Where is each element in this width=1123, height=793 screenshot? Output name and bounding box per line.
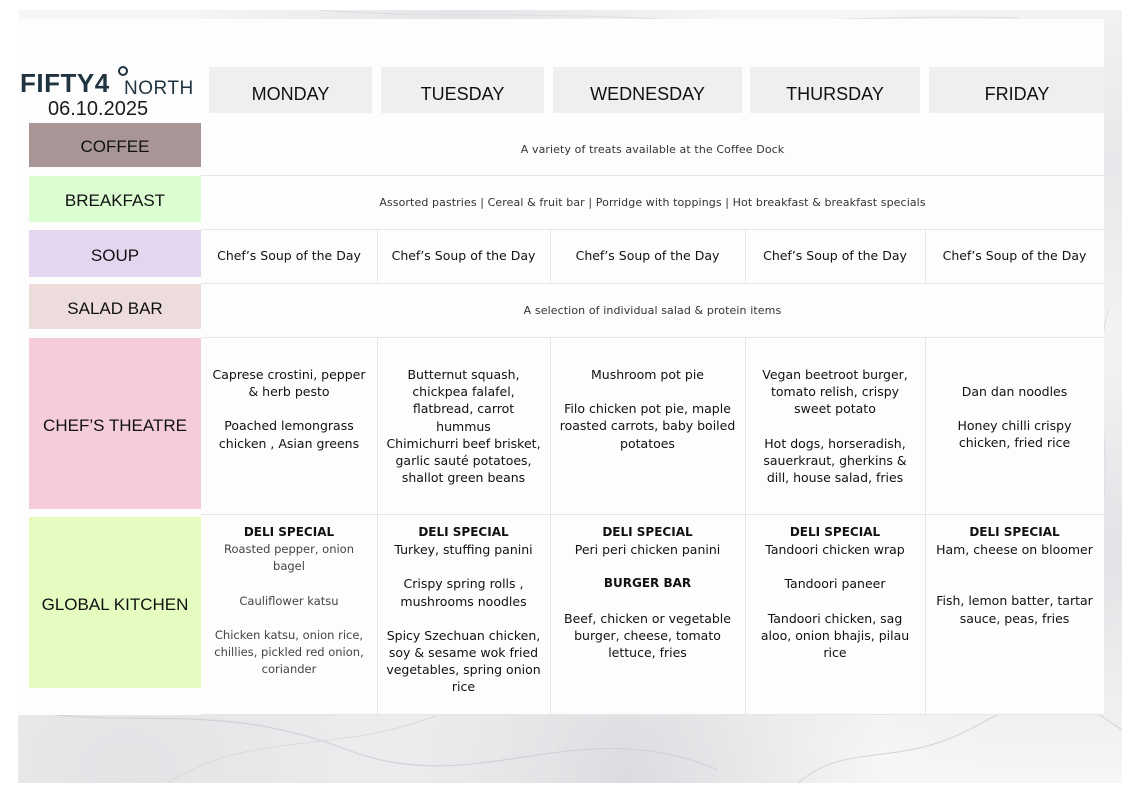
category-salad-bar-label: SALAD BAR	[67, 298, 163, 318]
day-header-tuesday: TUESDAY	[381, 67, 544, 113]
menu-line: sauerkraut, gherkins &	[763, 452, 907, 468]
deli-special-heading: DELI SPECIAL	[418, 525, 509, 539]
day-header-friday: FRIDAY	[929, 67, 1105, 113]
category-soup	[29, 230, 201, 277]
menu-line: chicken , Asian greens	[218, 435, 360, 451]
menu-line: Vegan beetroot burger,	[762, 367, 908, 382]
chefs-theatre-wednesday	[550, 366, 745, 452]
menu-line: flatbread, carrot	[412, 401, 515, 417]
menu-line: soy & sesame wok fried	[388, 645, 539, 661]
global-kitchen-friday	[925, 524, 1104, 627]
menu-line: hummus	[436, 418, 491, 434]
soup-thursday	[745, 247, 925, 264]
chefs-theatre-monday	[201, 366, 377, 452]
soup-item: Chef’s Soup of the Day	[942, 248, 1087, 263]
category-breakfast-label: BREAKFAST	[64, 191, 166, 210]
menu-line: Ham, cheese on bloomer	[936, 542, 1093, 558]
menu-line: Honey chilli crispy	[957, 418, 1072, 434]
menu-line: Dan dan noodles	[961, 384, 1068, 399]
day-header-monday: MONDAY	[209, 67, 372, 113]
menu-line: Roasted pepper, onion	[223, 542, 355, 557]
menu-line: rice	[451, 679, 476, 695]
menu-line: Fish, lemon batter, tartar	[936, 593, 1093, 609]
menu-line: Caprese crostini, pepper	[212, 367, 366, 382]
menu-line: Crispy spring rolls ,	[403, 576, 524, 592]
salad-bar-description: A selection of individual salad & protein items	[523, 304, 782, 317]
category-chefs-theatre	[29, 338, 201, 509]
category-global-kitchen-label: GLOBAL KITCHEN	[41, 594, 189, 614]
brand-logo	[20, 66, 200, 120]
category-global-kitchen	[29, 517, 201, 688]
chefs-theatre-friday	[925, 383, 1104, 452]
menu-line: garlic sauté potatoes,	[395, 453, 532, 469]
menu-line: roasted carrots, baby boiled	[559, 418, 736, 434]
menu-line: burger, cheese, tomato	[574, 627, 721, 643]
deli-special-heading: DELI SPECIAL	[789, 525, 881, 539]
row-divider	[201, 229, 1104, 230]
menu-line: coriander	[261, 662, 317, 677]
menu-line: Chicken katsu, onion rice,	[214, 627, 364, 642]
menu-line: Tandoori chicken wrap	[765, 542, 905, 558]
brand-name: FIFTY4	[20, 68, 110, 98]
soup-wednesday	[550, 247, 745, 264]
category-chefs-theatre-label: CHEF’S THEATRE	[43, 415, 187, 435]
row-divider	[201, 714, 1104, 715]
menu-line: Cauliflower katsu	[239, 593, 339, 608]
menu-line: bagel	[273, 559, 305, 574]
menu-line: Turkey, stuffing panini	[394, 542, 533, 558]
menu-line: Mushroom pot pie	[590, 367, 704, 382]
category-breakfast	[29, 176, 201, 222]
global-kitchen-thursday	[745, 524, 925, 661]
menu-line: lettuce, fries	[608, 645, 687, 661]
menu-line: tomato relish, crispy	[770, 384, 900, 400]
degree-mark-icon	[118, 66, 128, 76]
menu-line: Filo chicken pot pie, maple	[564, 401, 731, 417]
brand-suffix: NORTH	[124, 78, 194, 99]
menu-line: aloo, onion bhajis, pilau	[760, 627, 910, 643]
menu-line: dill, house salad, fries	[766, 470, 904, 486]
menu-line: Beef, chicken or vegetable	[564, 610, 731, 626]
soup-item: Chef’s Soup of the Day	[217, 248, 361, 263]
menu-line: chickpea falafel,	[412, 384, 515, 400]
deli-special-heading: DELI SPECIAL	[243, 525, 335, 539]
menu-line: sauce, peas, fries	[959, 610, 1070, 626]
chefs-theatre-tuesday	[377, 366, 550, 486]
coffee-description: A variety of treats available at the Coffee Dock	[520, 142, 785, 156]
menu-line: Butternut squash,	[407, 367, 520, 382]
menu-line: mushrooms noodles	[400, 593, 527, 609]
category-soup-label: SOUP	[90, 245, 140, 265]
global-kitchen-monday	[201, 524, 377, 678]
day-header-thursday: THURSDAY	[750, 67, 920, 113]
row-divider	[201, 514, 1104, 515]
global-kitchen-wednesday	[550, 524, 745, 661]
row-divider	[201, 337, 1104, 338]
menu-line: chicken, fried rice	[958, 435, 1071, 451]
day-header-wednesday: WEDNESDAY	[553, 67, 742, 113]
menu-line: Poached lemongrass	[224, 418, 354, 434]
menu-line: shallot green beans	[401, 470, 526, 486]
deli-special-heading: DELI SPECIAL	[969, 525, 1060, 539]
category-salad-bar	[29, 284, 201, 329]
global-kitchen-tuesday	[377, 524, 550, 696]
breakfast-description: Assorted pastries | Cereal & fruit bar | Porridge with toppings | Hot breakfast & breakfast specials	[379, 196, 926, 209]
soup-monday	[201, 247, 377, 264]
menu-line: vegetables, spring onion	[386, 662, 541, 678]
menu-line: Spicy Szechuan chicken,	[386, 627, 541, 643]
menu-line: Tandoori paneer	[784, 576, 886, 592]
menu-line: Peri peri chicken panini	[574, 542, 721, 558]
menu-line: potatoes	[620, 435, 675, 451]
burger-bar-heading: BURGER BAR	[603, 576, 692, 591]
soup-item: Chef’s Soup of the Day	[575, 248, 720, 263]
menu-line: & herb pesto	[248, 384, 330, 400]
category-coffee	[29, 123, 201, 167]
menu-line: rice	[823, 645, 847, 661]
menu-line: Tandoori chicken, sag	[767, 610, 903, 626]
soup-friday	[925, 247, 1104, 264]
menu-line: chillies, pickled red onion,	[214, 645, 364, 660]
soup-item: Chef’s Soup of the Day	[391, 248, 536, 263]
soup-item: Chef’s Soup of the Day	[763, 248, 907, 263]
category-coffee-label: COFFEE	[80, 137, 150, 156]
soup-tuesday	[377, 247, 550, 264]
menu-line: sweet potato	[794, 401, 876, 417]
deli-special-heading: DELI SPECIAL	[602, 525, 693, 539]
chefs-theatre-thursday	[745, 366, 925, 486]
menu-line: Chimichurri beef brisket,	[386, 435, 541, 451]
menu-date: 06.10.2025	[48, 98, 149, 120]
menu-line: Hot dogs, horseradish,	[764, 435, 906, 451]
